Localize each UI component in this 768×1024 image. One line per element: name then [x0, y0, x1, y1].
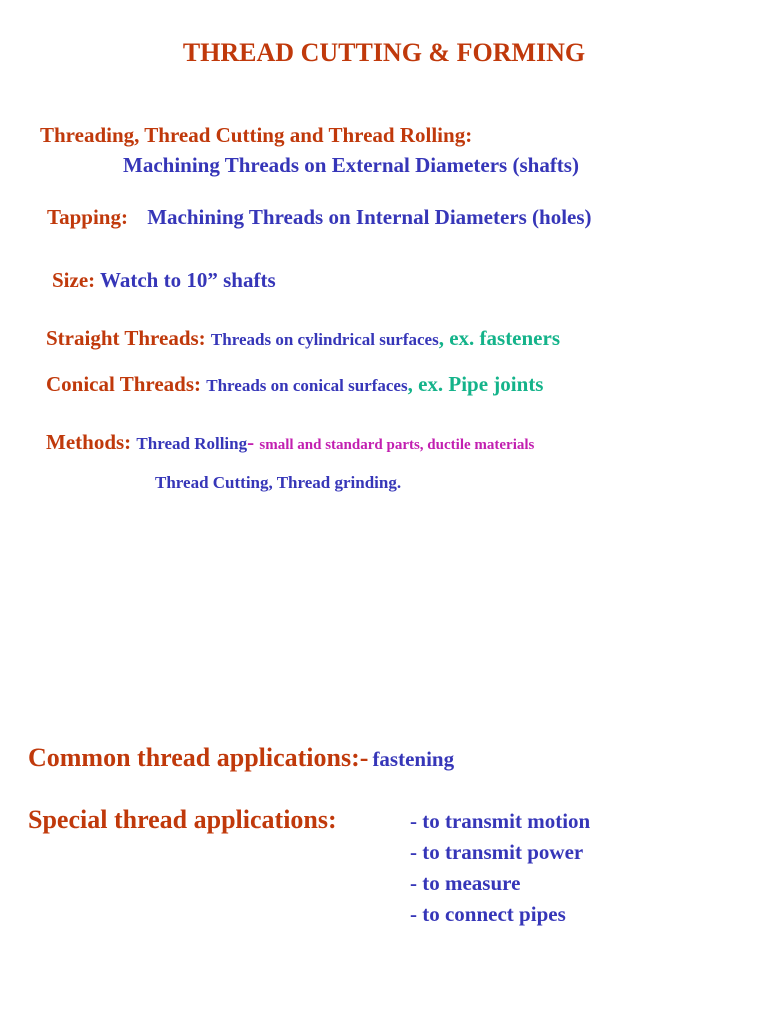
methods-line	[46, 430, 534, 455]
methods-other: Thread Cutting, Thread grinding.	[155, 473, 402, 492]
special-application-item: - to transmit power	[410, 840, 584, 864]
threading-label: Threading, Thread Cutting and Thread Rolling:	[40, 123, 473, 147]
common-applications-description: fastening	[372, 747, 455, 771]
special-application-item: - to measure	[410, 871, 521, 895]
methods-thread-rolling: Thread Rolling	[136, 434, 248, 453]
straight-threads-description: Threads on cylindrical surfaces	[210, 330, 439, 349]
common-applications-label: Common thread applications:-	[28, 743, 369, 772]
methods-dash: -	[247, 430, 255, 454]
common-applications-line	[28, 743, 454, 773]
special-applications-label: Special thread applications:	[28, 805, 337, 834]
size-description: Watch to 10” shafts	[100, 268, 276, 292]
size-label: Size:	[52, 268, 96, 292]
size-line	[52, 268, 276, 293]
straight-threads-label: Straight Threads:	[46, 326, 206, 350]
conical-threads-example: , ex. Pipe joints	[407, 372, 544, 396]
methods-rolling-note: small and standard parts, ductile materials	[259, 437, 535, 453]
straight-threads-line	[46, 326, 560, 351]
conical-threads-line	[46, 372, 543, 397]
tapping-label: Tapping:	[47, 205, 128, 229]
special-application-item: - to connect pipes	[410, 902, 566, 926]
threading-description: Machining Threads on External Diameters (shafts)	[123, 153, 579, 177]
straight-threads-example: , ex. fasteners	[438, 326, 560, 350]
conical-threads-description: Threads on conical surfaces	[206, 376, 408, 395]
tapping-line	[47, 205, 592, 230]
special-application-item: - to transmit motion	[410, 809, 591, 833]
methods-label: Methods:	[46, 430, 132, 454]
tapping-description: Machining Threads on Internal Diameters (holes)	[147, 205, 592, 229]
conical-threads-label: Conical Threads:	[46, 372, 201, 396]
page-title: THREAD CUTTING & FORMING	[182, 38, 586, 67]
